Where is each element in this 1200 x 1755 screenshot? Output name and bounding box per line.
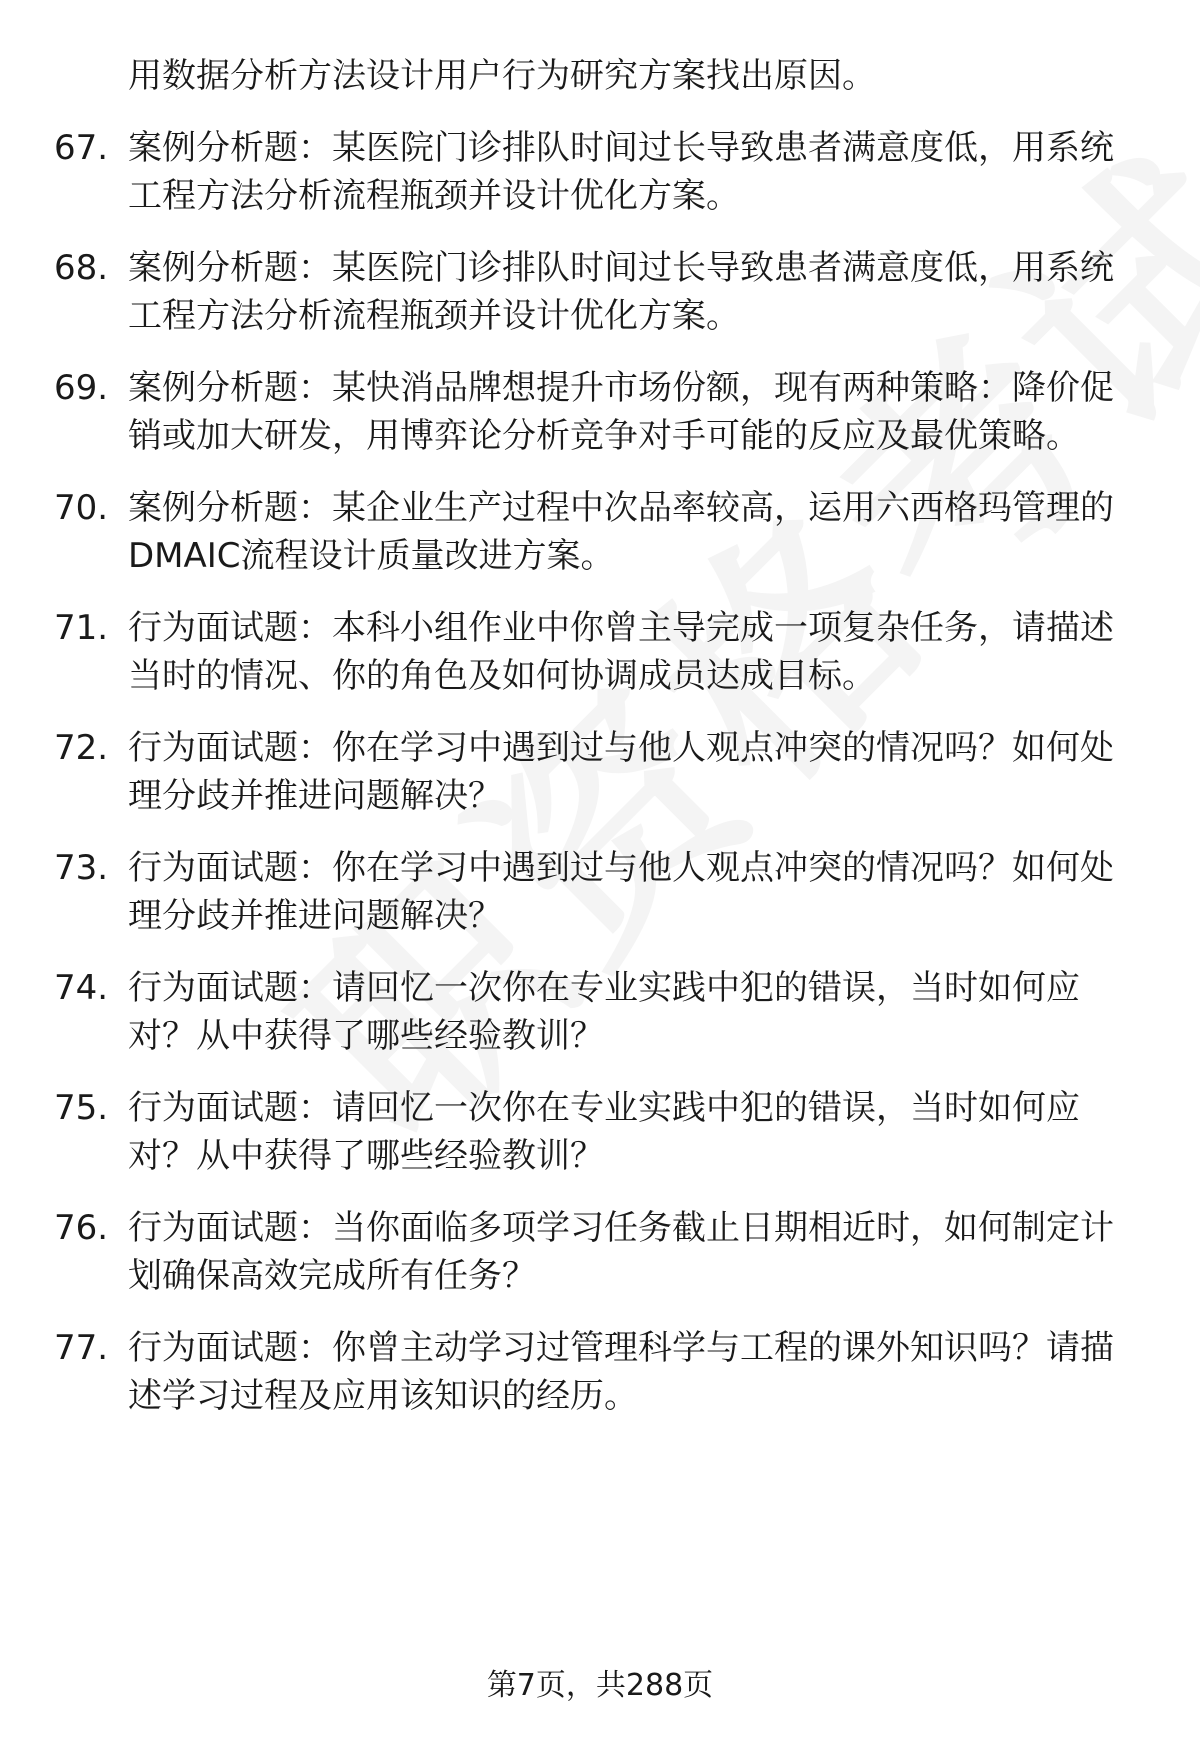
question-number: 77. bbox=[54, 1328, 109, 1368]
question-number: 67. bbox=[54, 128, 109, 168]
question-text: 行为面试题：你曾主动学习过管理科学与工程的课外知识吗？请描述学习过程及应用该知识的经历。 bbox=[128, 1328, 1114, 1416]
question-number: 69. bbox=[54, 368, 109, 408]
question-item bbox=[54, 364, 1146, 460]
question-text: 案例分析题：某医院门诊排队时间过长导致患者满意度低，用系统工程方法分析流程瓶颈并设计优化方案。 bbox=[128, 248, 1114, 336]
question-item bbox=[54, 244, 1146, 340]
question-text: 案例分析题：某医院门诊排队时间过长导致患者满意度低，用系统工程方法分析流程瓶颈并设计优化方案。 bbox=[128, 128, 1114, 216]
question-text: 行为面试题：你在学习中遇到过与他人观点冲突的情况吗？如何处理分歧并推进问题解决？ bbox=[128, 728, 1114, 816]
question-list bbox=[54, 52, 1146, 1444]
question-number: 74. bbox=[54, 968, 109, 1008]
question-item bbox=[54, 484, 1146, 580]
question-item bbox=[54, 1084, 1146, 1180]
question-number: 73. bbox=[54, 848, 109, 888]
question-item bbox=[54, 604, 1146, 700]
question-item bbox=[54, 844, 1146, 940]
question-text: 行为面试题：你在学习中遇到过与他人观点冲突的情况吗？如何处理分歧并推进问题解决？ bbox=[128, 848, 1114, 936]
question-text: 行为面试题：请回忆一次你在专业实践中犯的错误，当时如何应对？从中获得了哪些经验教训？ bbox=[128, 968, 1080, 1056]
question-number: 76. bbox=[54, 1208, 109, 1248]
continuation-line: 用数据分析方法设计用户行为研究方案找出原因。 bbox=[128, 56, 876, 96]
question-item bbox=[54, 1204, 1146, 1300]
question-item bbox=[54, 964, 1146, 1060]
question-number: 75. bbox=[54, 1088, 109, 1128]
question-text: 行为面试题：当你面临多项学习任务截止日期相近时，如何制定计划确保高效完成所有任务？ bbox=[128, 1208, 1114, 1296]
question-number: 68. bbox=[54, 248, 109, 288]
question-item bbox=[54, 124, 1146, 220]
question-text: 行为面试题：本科小组作业中你曾主导完成一项复杂任务，请描述当时的情况、你的角色及如何协调成员达成目标。 bbox=[128, 608, 1114, 696]
question-item bbox=[54, 1324, 1146, 1420]
question-number: 72. bbox=[54, 728, 109, 768]
question-number: 71. bbox=[54, 608, 109, 648]
question-text: 行为面试题：请回忆一次你在专业实践中犯的错误，当时如何应对？从中获得了哪些经验教训？ bbox=[128, 1088, 1080, 1176]
question-item bbox=[54, 724, 1146, 820]
question-text: 案例分析题：某快消品牌想提升市场份额，现有两种策略：降价促销或加大研发，用博弈论分析竞争对手可能的反应及最优策略。 bbox=[128, 368, 1114, 456]
page-footer: 第7页，共288页 bbox=[486, 1668, 714, 1703]
question-text: 案例分析题：某企业生产过程中次品率较高，运用六西格玛管理的DMAIC流程设计质量改进方案。 bbox=[128, 488, 1114, 576]
question-number: 70. bbox=[54, 488, 109, 528]
